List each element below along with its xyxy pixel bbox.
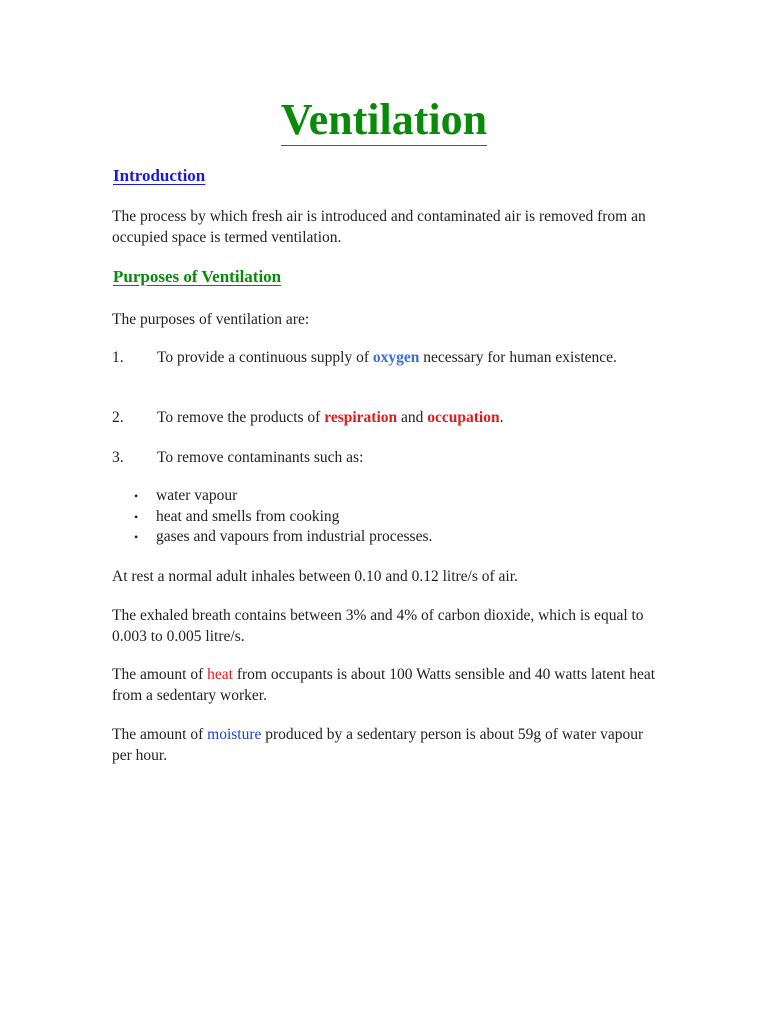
oxygen-highlight: oxygen: [372, 349, 420, 366]
moisture-fact-after: produced by a sedentary person is about 59g of water vapour per hour.: [112, 726, 644, 764]
item-text-middle: and: [397, 409, 428, 426]
moisture-fact-before: The amount of: [112, 726, 208, 743]
heat-fact-before: The amount of: [112, 666, 208, 683]
introduction-paragraph: The process by which fresh air is introduced and contaminated air is removed from an occupied space is termed ventilation.: [112, 208, 646, 246]
item-text: To remove contaminants such as:: [157, 449, 364, 466]
item-number: 1.: [112, 349, 124, 366]
list-item: [132, 527, 432, 548]
moisture-fact: [112, 724, 662, 766]
purposes-heading: Purposes of Ventilation: [113, 267, 282, 286]
purpose-item-3: [112, 447, 662, 468]
title-wrap: [112, 96, 656, 146]
respiration-highlight: respiration: [324, 409, 398, 426]
item-number: 2.: [112, 409, 124, 426]
heat-highlight: heat: [207, 666, 233, 683]
contaminants-list: [132, 486, 432, 548]
moisture-highlight: moisture: [207, 726, 262, 743]
bullet-icon: •: [134, 509, 139, 524]
list-item: [132, 507, 432, 528]
inhale-fact: At rest a normal adult inhales between 0.10 and 0.12 litre/s of air.: [112, 568, 518, 585]
heat-fact-after: from occupants is about 100 Watts sensible and 40 watts latent heat from a sedentary worker.: [112, 666, 656, 704]
item-text: To remove the products of: [157, 409, 325, 426]
page-title: Ventilation: [280, 95, 488, 144]
exhale-fact: The exhaled breath contains between 3% and 4% of carbon dioxide, which is equal to 0.003 to 0.005 litre/s.: [112, 607, 644, 645]
list-item-text: heat and smells from cooking: [156, 507, 340, 525]
list-item-text: water vapour: [156, 487, 238, 504]
item-number: 3.: [112, 449, 124, 466]
occupation-highlight: occupation: [427, 409, 500, 426]
introduction-heading: Introduction: [113, 166, 206, 185]
heat-fact: [112, 664, 662, 706]
item-text-after: .: [499, 409, 504, 426]
bullet-icon: •: [134, 530, 139, 544]
purpose-item-2: [112, 407, 662, 428]
item-text-after: necessary for human existence.: [419, 349, 617, 366]
purposes-lead: The purposes of ventilation are:: [112, 311, 310, 328]
bullet-icon: •: [134, 489, 139, 503]
item-text: To provide a continuous supply of: [157, 349, 373, 366]
purpose-item-1: [112, 347, 662, 368]
list-item-text: gases and vapours from industrial processes.: [156, 528, 433, 545]
list-item: [132, 486, 432, 507]
